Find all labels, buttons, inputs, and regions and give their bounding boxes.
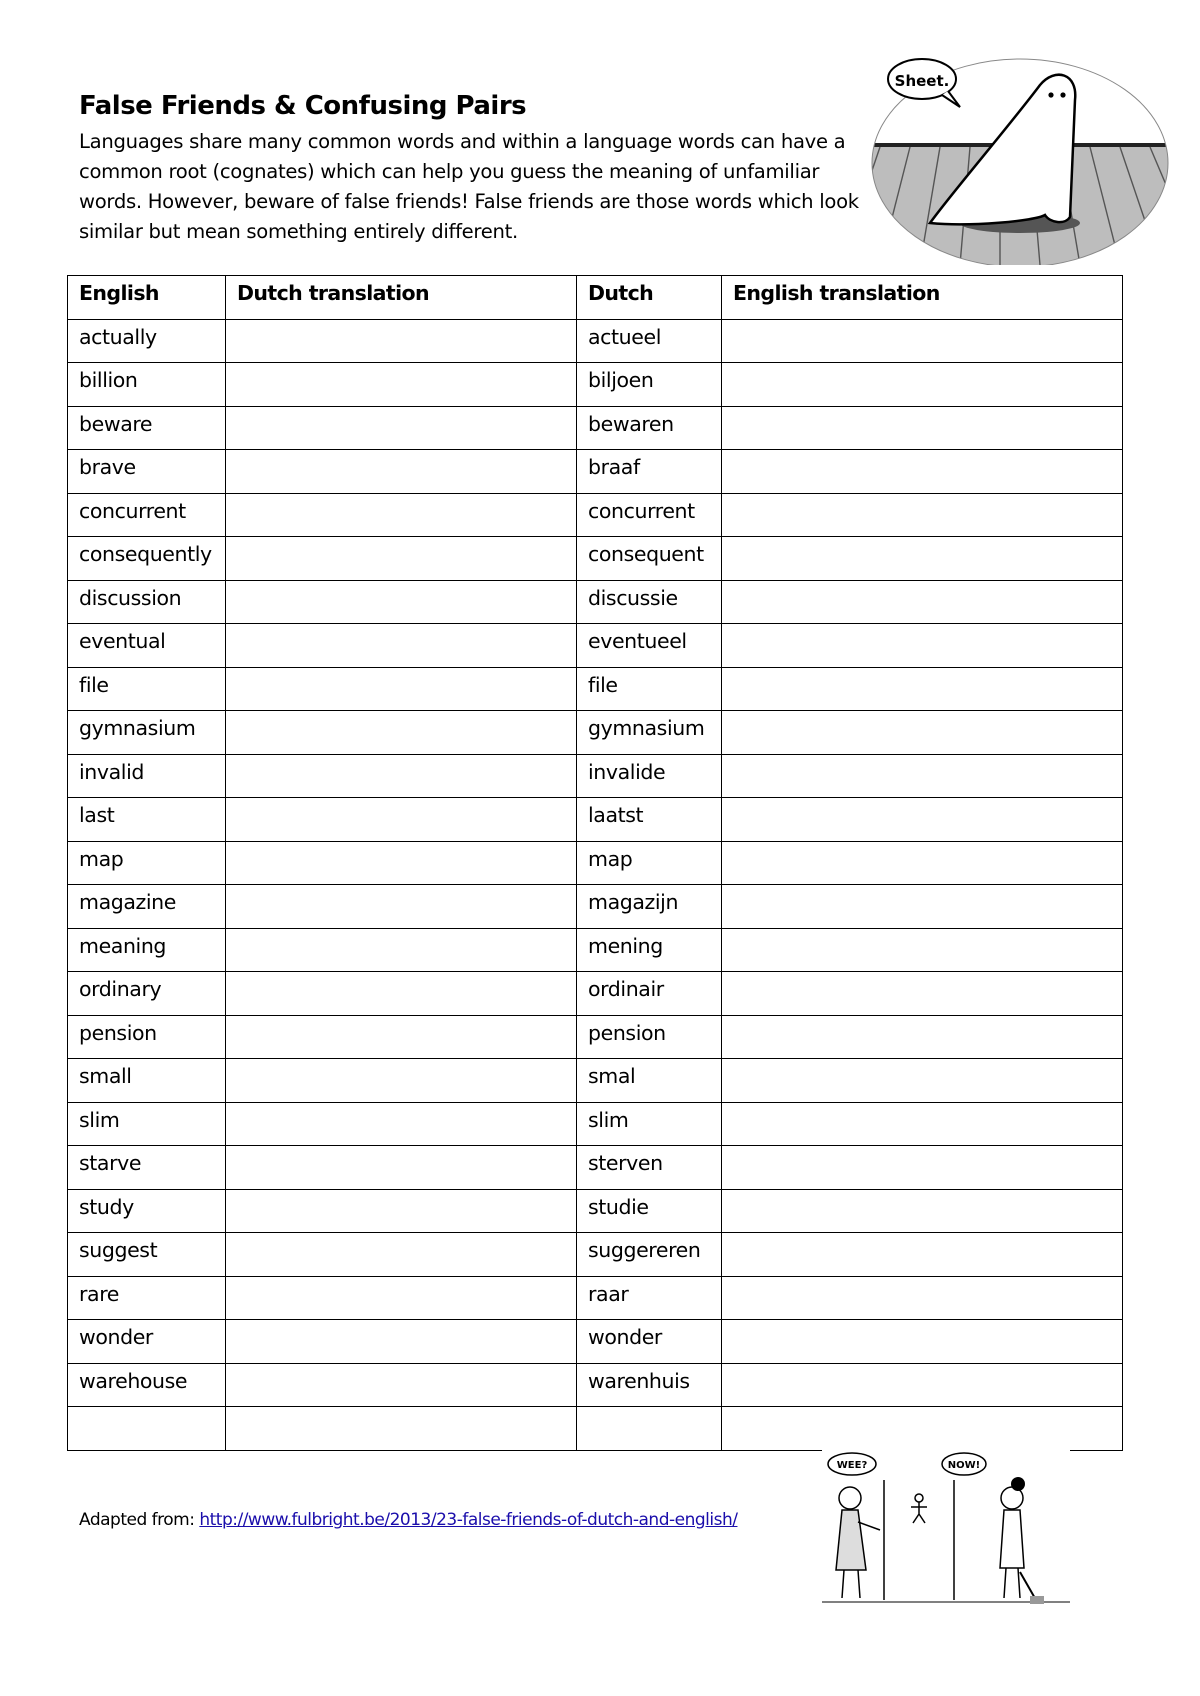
table-row <box>68 1276 1123 1320</box>
english-word: brave <box>68 450 226 494</box>
english-translation-cell[interactable] <box>722 754 1123 798</box>
dutch-word: map <box>577 841 722 885</box>
english-word: beware <box>68 406 226 450</box>
english-word: meaning <box>68 928 226 972</box>
dutch-word: eventueel <box>577 624 722 668</box>
table-row <box>68 1320 1123 1364</box>
dutch-word: slim <box>577 1102 722 1146</box>
table-row <box>68 319 1123 363</box>
table-row <box>68 1015 1123 1059</box>
english-word: wonder <box>68 1320 226 1364</box>
dutch-word: mening <box>577 928 722 972</box>
header-dutch: Dutch <box>577 276 722 320</box>
english-word: actually <box>68 319 226 363</box>
table-row <box>68 493 1123 537</box>
table-row <box>68 450 1123 494</box>
table-row <box>68 1059 1123 1103</box>
source-link[interactable]: http://www.fulbright.be/2013/23-false-friends-of-dutch-and-english/ <box>199 1510 738 1530</box>
dutch-translation-cell[interactable] <box>226 1320 577 1364</box>
table-row <box>68 667 1123 711</box>
english-translation-cell[interactable] <box>722 624 1123 668</box>
table-row <box>68 972 1123 1016</box>
table-row <box>68 798 1123 842</box>
english-word: magazine <box>68 885 226 929</box>
table-row <box>68 363 1123 407</box>
dutch-word: biljoen <box>577 363 722 407</box>
dutch-word: magazijn <box>577 885 722 929</box>
dutch-word: raar <box>577 1276 722 1320</box>
dutch-translation-cell[interactable] <box>226 319 577 363</box>
english-translation-cell[interactable] <box>722 363 1123 407</box>
table-row <box>68 754 1123 798</box>
dutch-translation-cell[interactable] <box>226 1015 577 1059</box>
table-row <box>68 1146 1123 1190</box>
dutch-word: invalide <box>577 754 722 798</box>
table-row <box>68 624 1123 668</box>
dutch-translation-cell[interactable] <box>226 711 577 755</box>
dutch-word: braaf <box>577 450 722 494</box>
english-translation-cell[interactable] <box>722 1320 1123 1364</box>
english-translation-cell[interactable] <box>722 798 1123 842</box>
english-word: warehouse <box>68 1363 226 1407</box>
table-row <box>68 1102 1123 1146</box>
english-translation-cell[interactable] <box>722 450 1123 494</box>
dutch-translation-cell[interactable] <box>226 1146 577 1190</box>
dutch-translation-cell[interactable] <box>226 754 577 798</box>
dutch-word: actueel <box>577 319 722 363</box>
table-row <box>68 928 1123 972</box>
table-row <box>68 841 1123 885</box>
english-translation-cell[interactable] <box>722 1189 1123 1233</box>
english-word: concurrent <box>68 493 226 537</box>
dutch-word: concurrent <box>577 493 722 537</box>
table-header-row <box>68 276 1123 320</box>
english-translation-cell[interactable] <box>722 1363 1123 1407</box>
english-translation-cell[interactable] <box>722 1276 1123 1320</box>
english-word-blank[interactable] <box>68 1407 226 1451</box>
dutch-word: consequent <box>577 537 722 581</box>
dutch-word: gymnasium <box>577 711 722 755</box>
header-english-translation: English translation <box>722 276 1123 320</box>
english-word: consequently <box>68 537 226 581</box>
dutch-word: laatst <box>577 798 722 842</box>
dutch-translation-cell[interactable] <box>226 450 577 494</box>
dutch-translation-cell[interactable] <box>226 841 577 885</box>
english-translation-cell[interactable] <box>722 1059 1123 1103</box>
english-translation-cell[interactable] <box>722 493 1123 537</box>
dutch-word: discussie <box>577 580 722 624</box>
dutch-translation-cell[interactable] <box>226 1276 577 1320</box>
dutch-word: bewaren <box>577 406 722 450</box>
dutch-word: smal <box>577 1059 722 1103</box>
dutch-word: suggereren <box>577 1233 722 1277</box>
english-word: pension <box>68 1015 226 1059</box>
table-row <box>68 711 1123 755</box>
dutch-word: studie <box>577 1189 722 1233</box>
english-translation-cell[interactable] <box>722 1102 1123 1146</box>
vocabulary-table <box>67 275 1123 1451</box>
english-word: suggest <box>68 1233 226 1277</box>
header-dutch-translation: Dutch translation <box>226 276 577 320</box>
english-word: map <box>68 841 226 885</box>
dutch-translation-cell[interactable] <box>226 1233 577 1277</box>
table-row <box>68 1363 1123 1407</box>
english-translation-cell[interactable] <box>722 1146 1123 1190</box>
english-word: billion <box>68 363 226 407</box>
ghost-speech-text: Sheet. <box>894 72 950 90</box>
dutch-translation-cell[interactable] <box>226 493 577 537</box>
dutch-translation-cell[interactable] <box>226 1189 577 1233</box>
english-translation-cell[interactable] <box>722 1407 1123 1451</box>
english-word: rare <box>68 1276 226 1320</box>
english-word: discussion <box>68 580 226 624</box>
english-translation-cell[interactable] <box>722 537 1123 581</box>
english-word: study <box>68 1189 226 1233</box>
table-row <box>68 885 1123 929</box>
english-translation-cell[interactable] <box>722 406 1123 450</box>
speech-wee: WEE? <box>836 1460 868 1471</box>
english-translation-cell[interactable] <box>722 1015 1123 1059</box>
english-word: eventual <box>68 624 226 668</box>
dutch-word: file <box>577 667 722 711</box>
header-english: English <box>68 276 226 320</box>
dutch-translation-cell[interactable] <box>226 667 577 711</box>
english-translation-cell[interactable] <box>722 711 1123 755</box>
english-word: ordinary <box>68 972 226 1016</box>
english-translation-cell[interactable] <box>722 580 1123 624</box>
dutch-translation-cell[interactable] <box>226 928 577 972</box>
english-translation-cell[interactable] <box>722 885 1123 929</box>
dutch-translation-cell[interactable] <box>226 537 577 581</box>
dutch-translation-cell[interactable] <box>226 1059 577 1103</box>
dutch-translation-cell[interactable] <box>226 1407 577 1451</box>
english-word: gymnasium <box>68 711 226 755</box>
dutch-translation-cell[interactable] <box>226 624 577 668</box>
ghost-cartoon <box>870 45 1170 265</box>
dutch-translation-cell[interactable] <box>226 1102 577 1146</box>
dutch-word: warenhuis <box>577 1363 722 1407</box>
english-word: starve <box>68 1146 226 1190</box>
table-row <box>68 406 1123 450</box>
table-row <box>68 580 1123 624</box>
dutch-word: ordinair <box>577 972 722 1016</box>
english-word: file <box>68 667 226 711</box>
table-row <box>68 1233 1123 1277</box>
dutch-word-blank[interactable] <box>577 1407 722 1451</box>
source-label: Adapted from: <box>79 1510 200 1530</box>
dutch-translation-cell[interactable] <box>226 972 577 1016</box>
english-translation-cell[interactable] <box>722 972 1123 1016</box>
english-word: small <box>68 1059 226 1103</box>
dutch-translation-cell[interactable] <box>226 406 577 450</box>
english-word: invalid <box>68 754 226 798</box>
table-row <box>68 1407 1123 1451</box>
english-translation-cell[interactable] <box>722 841 1123 885</box>
table-row <box>68 537 1123 581</box>
english-translation-cell[interactable] <box>722 319 1123 363</box>
speech-now: NOW! <box>947 1460 981 1471</box>
page-title: False Friends & Confusing Pairs <box>79 91 527 121</box>
english-word: slim <box>68 1102 226 1146</box>
english-translation-cell[interactable] <box>722 928 1123 972</box>
table-row <box>68 1189 1123 1233</box>
dutch-translation-cell[interactable] <box>226 885 577 929</box>
source-credit <box>79 1508 737 1532</box>
bottom-cartoon <box>822 1450 1070 1625</box>
english-word: last <box>68 798 226 842</box>
dutch-translation-cell[interactable] <box>226 363 577 407</box>
dutch-translation-cell[interactable] <box>226 798 577 842</box>
dutch-word: pension <box>577 1015 722 1059</box>
english-translation-cell[interactable] <box>722 667 1123 711</box>
dutch-word: wonder <box>577 1320 722 1364</box>
english-translation-cell[interactable] <box>722 1233 1123 1277</box>
dutch-word: sterven <box>577 1146 722 1190</box>
dutch-translation-cell[interactable] <box>226 580 577 624</box>
dutch-translation-cell[interactable] <box>226 1363 577 1407</box>
intro-paragraph: Languages share many common words and within a language words can have a common root (cognates) which can help you guess the meaning of unfamiliar words. However, beware of false friends! False friends are those words which look similar but mean something entirely different. <box>79 130 859 243</box>
